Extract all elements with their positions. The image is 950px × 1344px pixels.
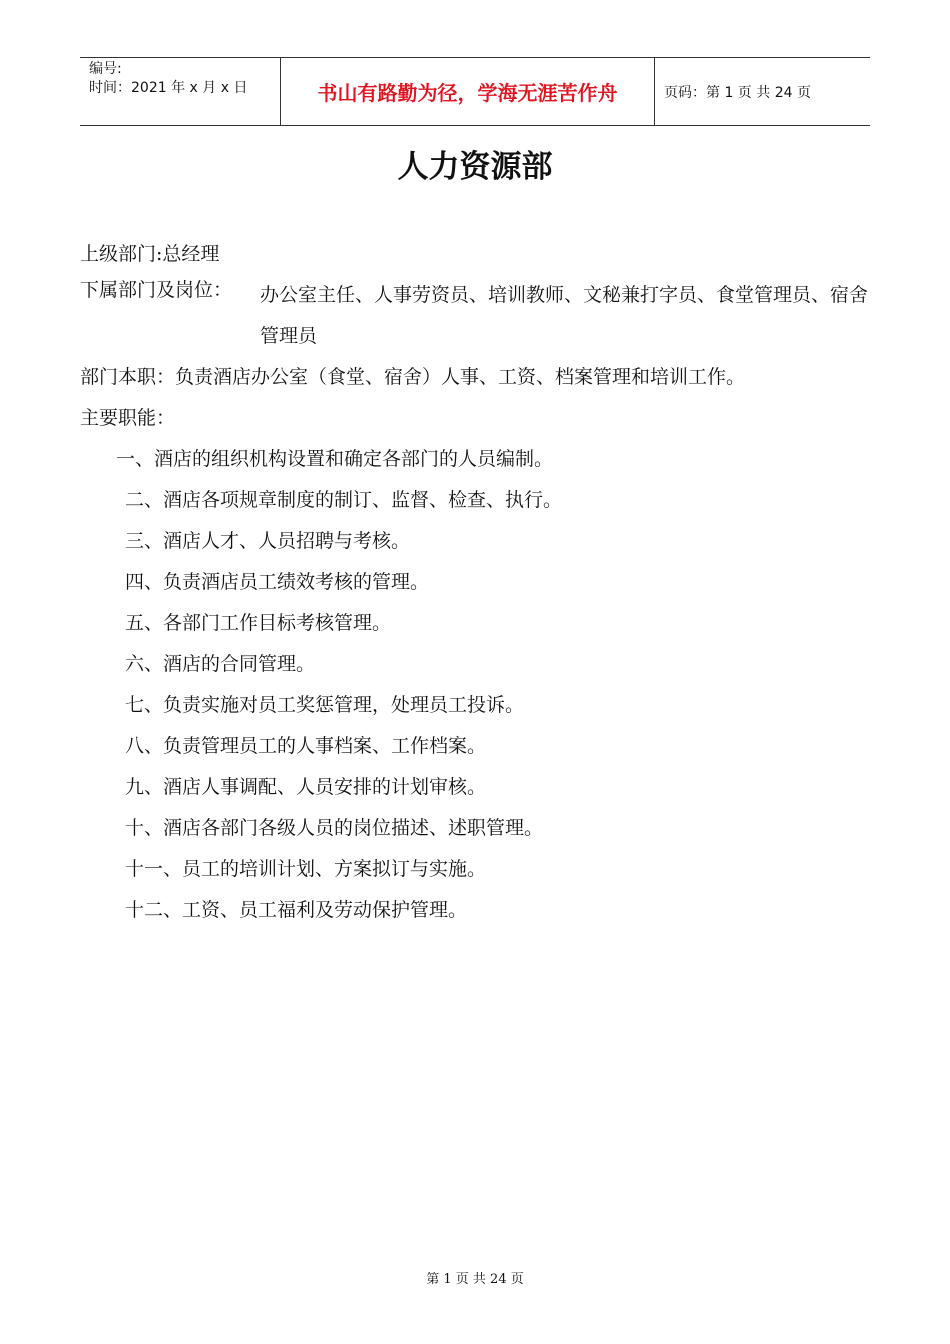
list-item: 六、酒店的合同管理。 [125,653,316,675]
superior-label: 上级部门: [80,243,163,265]
main-functions-label: 主要职能： [80,407,176,429]
list-item: 十一、员工的培训计划、方案拟订与实施。 [125,858,487,880]
header-page-code: 页码：第 1 页 共 24 页 [664,84,811,101]
list-item: 十、酒店各部门各级人员的岗位描述、述职管理。 [125,817,544,839]
list-item: 二、酒店各项规章制度的制订、监督、检查、执行。 [125,489,563,511]
page-footer: 第 1 页 共 24 页 [426,1272,524,1287]
document-header [80,57,870,126]
page-title: 人力资源部 [397,149,553,185]
subordinate-positions [80,275,875,357]
list-item: 四、负责酒店员工绩效考核的管理。 [125,571,430,593]
header-motto: 书山有路勤为径，学海无涯苦作舟 [281,58,655,125]
duty-value: 负责酒店办公室（食堂、宿舍）人事、工资、档案管理和培训工作。 [175,366,746,388]
list-item: 三、酒店人才、人员招聘与考核。 [125,530,411,552]
list-item: 七、负责实施对员工奖惩管理，处理员工投诉。 [125,694,525,716]
document-number-label: 编号: [89,61,122,77]
document-date: 时间：2021 年 x 月 x 日 [89,80,248,96]
list-item: 九、酒店人事调配、人员安排的计划审核。 [125,776,487,798]
list-item: 十二、工资、员工福利及劳动保护管理。 [125,899,468,921]
superior-value: 总经理 [162,243,220,265]
subordinate-label: 下属部门及岗位： [80,279,233,301]
duty-label: 部门本职： [80,366,176,388]
functions-list [80,439,875,931]
list-item: 五、各部门工作目标考核管理。 [125,612,392,634]
subordinate-value: 办公室主任、人事劳资员、培训教师、文秘兼打字员、食堂管理员、宿舍管理员 [260,284,869,347]
list-item: 一、酒店的组织机构设置和确定各部门的人员编制。 [116,448,554,470]
superior-department [80,234,875,275]
department-duty [80,357,875,398]
document-body [80,234,875,931]
list-item: 八、负责管理员工的人事档案、工作档案。 [125,735,487,757]
header-meta [80,58,281,125]
